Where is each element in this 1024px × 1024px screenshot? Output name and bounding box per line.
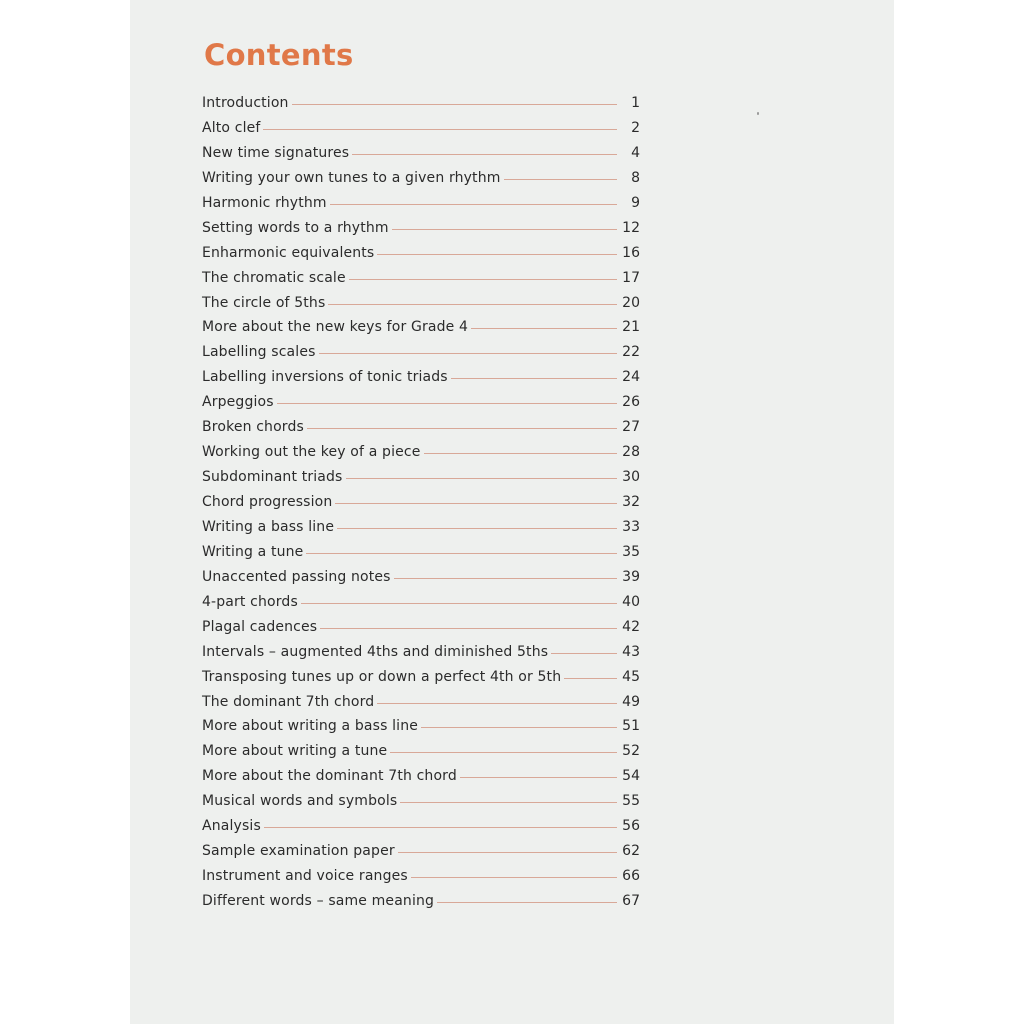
toc-leader-line	[390, 752, 617, 753]
toc-row	[202, 490, 640, 515]
toc-entry-label: Analysis	[202, 818, 261, 835]
toc-page-number: 56	[622, 818, 640, 835]
toc-entry-label: Transposing tunes up or down a perfect 4th or 5th	[202, 668, 562, 685]
toc-entry-label: Unaccented passing notes	[202, 568, 391, 585]
toc-row	[202, 415, 640, 440]
toc-page-number: 2	[631, 119, 640, 136]
toc-entry-label: Harmonic rhythm	[202, 194, 327, 211]
toc-page-number: 28	[622, 444, 640, 461]
toc-leader-line	[551, 653, 617, 654]
toc-row	[202, 889, 640, 914]
toc-row	[202, 814, 640, 839]
toc-entry-label: More about writing a tune	[202, 743, 388, 760]
toc-page-number: 8	[631, 169, 640, 186]
toc-entry-label: Different words – same meaning	[202, 893, 435, 909]
toc-leader-line	[346, 478, 618, 479]
toc-page-number: 35	[622, 543, 640, 560]
toc-row	[202, 216, 640, 241]
toc-row	[202, 91, 640, 116]
toc-leader-line	[400, 802, 617, 803]
toc-entry-label: The circle of 5ths	[202, 294, 326, 311]
toc-page-number: 27	[622, 419, 640, 436]
toc-entry-label: Writing your own tunes to a given rhythm	[202, 169, 501, 186]
toc-row	[202, 690, 640, 715]
toc-leader-line	[398, 852, 617, 853]
toc-row	[202, 764, 640, 789]
toc-page-number: 21	[622, 319, 640, 336]
toc-page-number: 49	[622, 693, 640, 710]
toc-page-number: 40	[622, 593, 640, 610]
toc-entry-label: Alto clef	[202, 119, 261, 136]
toc-entry-label: Writing a bass line	[202, 518, 335, 535]
toc-leader-line	[335, 503, 617, 504]
table-of-contents	[202, 91, 640, 914]
toc-row	[202, 241, 640, 266]
toc-entry-label: Broken chords	[202, 419, 304, 436]
toc-entry-label: Labelling scales	[202, 344, 316, 361]
toc-leader-line	[301, 603, 617, 604]
toc-entry-label: Writing a tune	[202, 543, 304, 560]
toc-leader-line	[330, 204, 617, 205]
toc-leader-line	[264, 827, 617, 828]
toc-entry-label: The dominant 7th chord	[202, 693, 375, 710]
toc-row	[202, 665, 640, 690]
toc-leader-line	[320, 628, 617, 629]
toc-leader-line	[504, 179, 617, 180]
book-page	[130, 0, 894, 1024]
toc-leader-line	[328, 304, 617, 305]
toc-leader-line	[263, 129, 617, 130]
toc-row	[202, 540, 640, 565]
toc-leader-line	[377, 703, 617, 704]
toc-page-number: 12	[622, 219, 640, 236]
toc-page-number: 26	[622, 394, 640, 411]
toc-page-number: 67	[622, 893, 640, 909]
toc-page-number: 55	[622, 793, 640, 810]
toc-entry-label: New time signatures	[202, 144, 350, 161]
paper-speck	[757, 112, 759, 115]
toc-page-number: 51	[622, 718, 640, 735]
toc-entry-label: Arpeggios	[202, 394, 274, 411]
toc-row	[202, 191, 640, 216]
toc-row	[202, 141, 640, 166]
toc-entry-label: Sample examination paper	[202, 843, 395, 860]
toc-page-number: 30	[622, 469, 640, 486]
toc-row	[202, 365, 640, 390]
toc-page-number: 42	[622, 618, 640, 635]
toc-entry-label: Musical words and symbols	[202, 793, 398, 810]
toc-page-number: 9	[631, 194, 640, 211]
toc-row	[202, 565, 640, 590]
toc-leader-line	[460, 777, 617, 778]
toc-page-number: 33	[622, 518, 640, 535]
toc-row	[202, 291, 640, 316]
toc-row	[202, 714, 640, 739]
toc-page-number: 54	[622, 768, 640, 785]
toc-leader-line	[564, 678, 617, 679]
toc-entry-label: Enharmonic equivalents	[202, 244, 375, 261]
toc-leader-line	[277, 403, 617, 404]
toc-entry-label: Subdominant triads	[202, 469, 343, 486]
toc-row	[202, 515, 640, 540]
toc-page-number: 1	[631, 95, 640, 111]
toc-page-number: 32	[622, 494, 640, 510]
toc-row	[202, 440, 640, 465]
toc-row	[202, 839, 640, 864]
toc-leader-line	[451, 378, 617, 379]
toc-page-number: 39	[622, 568, 640, 585]
toc-row	[202, 390, 640, 415]
toc-row	[202, 640, 640, 665]
toc-page-number: 52	[622, 743, 640, 760]
toc-leader-line	[392, 229, 617, 230]
toc-leader-line	[352, 154, 617, 155]
toc-leader-line	[421, 727, 617, 728]
toc-page-number: 66	[622, 868, 640, 885]
toc-entry-label: Chord progression	[202, 494, 333, 510]
toc-leader-line	[292, 104, 617, 105]
toc-entry-label: More about the dominant 7th chord	[202, 768, 457, 785]
toc-entry-label: Intervals – augmented 4ths and diminished 5ths	[202, 643, 549, 660]
toc-row	[202, 739, 640, 764]
toc-row	[202, 465, 640, 490]
toc-page-number: 4	[631, 144, 640, 161]
toc-leader-line	[306, 553, 617, 554]
toc-page-number: 43	[622, 643, 640, 660]
toc-row	[202, 266, 640, 291]
toc-page-number: 20	[622, 294, 640, 311]
toc-row	[202, 864, 640, 889]
toc-leader-line	[471, 328, 617, 329]
toc-leader-line	[349, 279, 617, 280]
toc-entry-label: The chromatic scale	[202, 269, 346, 286]
toc-leader-line	[424, 453, 618, 454]
toc-row	[202, 116, 640, 141]
toc-page-number: 16	[622, 244, 640, 261]
toc-page-number: 45	[622, 668, 640, 685]
toc-leader-line	[437, 902, 617, 903]
toc-row	[202, 789, 640, 814]
toc-row	[202, 590, 640, 615]
toc-page-number: 22	[622, 344, 640, 361]
toc-entry-label: Introduction	[202, 95, 289, 111]
toc-leader-line	[411, 877, 617, 878]
toc-entry-label: Setting words to a rhythm	[202, 219, 389, 236]
toc-entry-label: Plagal cadences	[202, 618, 318, 635]
page-title: Contents	[204, 38, 354, 72]
toc-row	[202, 166, 640, 191]
toc-row	[202, 315, 640, 340]
toc-leader-line	[337, 528, 617, 529]
toc-entry-label: More about the new keys for Grade 4	[202, 319, 469, 336]
toc-leader-line	[394, 578, 617, 579]
toc-entry-label: Working out the key of a piece	[202, 444, 421, 461]
toc-page-number: 24	[622, 369, 640, 386]
toc-entry-label: More about writing a bass line	[202, 718, 418, 735]
toc-entry-label: Instrument and voice ranges	[202, 868, 408, 885]
toc-leader-line	[319, 353, 617, 354]
toc-row	[202, 615, 640, 640]
toc-entry-label: 4-part chords	[202, 593, 298, 610]
toc-leader-line	[307, 428, 617, 429]
toc-page-number: 62	[622, 843, 640, 860]
toc-leader-line	[377, 254, 617, 255]
toc-row	[202, 340, 640, 365]
toc-entry-label: Labelling inversions of tonic triads	[202, 369, 448, 386]
toc-page-number: 17	[622, 269, 640, 286]
